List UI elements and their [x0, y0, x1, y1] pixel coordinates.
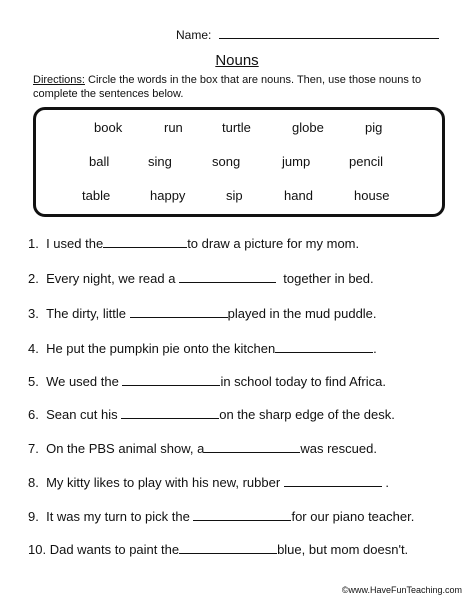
sentence-4 — [28, 340, 377, 356]
sentence-text-before: It was my turn to pick the — [46, 509, 194, 524]
answer-blank[interactable] — [121, 406, 219, 419]
answer-blank[interactable] — [275, 340, 373, 353]
answer-blank[interactable] — [130, 305, 228, 318]
name-label: Name: — [176, 28, 212, 42]
word-bank-word[interactable]: house — [354, 188, 390, 203]
sentence-number: 1. — [28, 236, 39, 251]
sentence-text-before: I used the — [46, 236, 104, 251]
sentence-2 — [28, 270, 374, 286]
word-bank-word[interactable]: pig — [365, 120, 383, 135]
sentence-number: 6. — [28, 407, 39, 422]
sentence-8 — [28, 474, 389, 490]
word-bank-word[interactable]: table — [82, 188, 111, 203]
sentence-number: 2. — [28, 271, 39, 286]
sentence-text-after: to draw a picture for my mom. — [187, 236, 360, 251]
sentence-text-before: On the PBS animal show, a — [46, 441, 205, 456]
sentence-text-after: . — [373, 341, 377, 356]
sentence-text-after: . — [385, 475, 390, 490]
sentence-number: 9. — [28, 509, 39, 524]
sentence-6 — [28, 406, 395, 422]
footer-copyright[interactable]: ©www.HaveFunTeaching.com — [341, 585, 462, 595]
sentence-text-after: for our piano teacher. — [291, 509, 415, 524]
sentence-10 — [28, 541, 408, 557]
answer-blank[interactable] — [179, 541, 277, 554]
sentence-text-before: Sean cut his — [46, 407, 122, 422]
worksheet-title: Nouns — [215, 52, 259, 69]
sentence-9 — [28, 508, 414, 524]
answer-blank[interactable] — [122, 373, 220, 386]
sentence-number: 10. — [28, 542, 47, 557]
word-bank-word[interactable]: hand — [284, 188, 313, 203]
sentence-text-before: Dad wants to paint the — [49, 542, 180, 557]
sentence-text-before: We used the — [46, 374, 123, 389]
answer-blank[interactable] — [284, 474, 382, 487]
answer-blank[interactable] — [179, 270, 276, 283]
sentence-7 — [28, 440, 377, 456]
sentence-number: 8. — [28, 475, 39, 490]
sentence-text-after: on the sharp edge of the desk. — [219, 407, 395, 422]
word-bank-word[interactable]: ball — [89, 154, 110, 169]
sentence-number: 7. — [28, 441, 39, 456]
sentence-text-after: played in the mud puddle. — [227, 306, 377, 321]
sentence-1 — [28, 235, 359, 251]
sentence-text-after: in school today to find Africa. — [220, 374, 386, 389]
sentence-text-after: was rescued. — [300, 441, 377, 456]
word-bank-word[interactable]: pencil — [349, 154, 383, 169]
sentence-text-after: blue, but mom doesn't. — [277, 542, 409, 557]
word-bank-word[interactable]: globe — [292, 120, 324, 135]
answer-blank[interactable] — [103, 235, 187, 248]
sentence-number: 4. — [28, 341, 39, 356]
directions-lead: Directions: — [33, 74, 85, 86]
sentence-text-before: He put the pumpkin pie onto the kitchen — [46, 341, 276, 356]
directions-text: Circle the words in the box that are nouns. Then, use those nouns to complete the sentences below. — [33, 74, 422, 100]
word-bank-word[interactable]: happy — [150, 188, 186, 203]
sentence-3 — [28, 305, 377, 321]
name-field — [176, 27, 439, 42]
sentence-number: 5. — [28, 374, 39, 389]
sentence-text-before: Every night, we read a — [46, 271, 180, 286]
word-bank-word[interactable]: jump — [282, 154, 311, 169]
name-blank[interactable] — [219, 27, 439, 39]
sentence-text-before: The dirty, little — [46, 306, 130, 321]
directions — [33, 73, 448, 101]
word-bank-word[interactable]: sip — [226, 188, 243, 203]
sentence-5 — [28, 373, 386, 389]
answer-blank[interactable] — [193, 508, 291, 521]
sentence-text-after: together in bed. — [276, 271, 374, 286]
word-bank-box — [33, 107, 445, 217]
word-bank-word[interactable]: turtle — [222, 120, 251, 135]
sentence-number: 3. — [28, 306, 39, 321]
word-bank-word[interactable]: book — [94, 120, 123, 135]
answer-blank[interactable] — [204, 440, 300, 453]
word-bank-word[interactable]: song — [212, 154, 241, 169]
word-bank-word[interactable]: sing — [148, 154, 172, 169]
sentence-text-before: My kitty likes to play with his new, rubber — [46, 475, 284, 490]
word-bank-word[interactable]: run — [164, 120, 183, 135]
